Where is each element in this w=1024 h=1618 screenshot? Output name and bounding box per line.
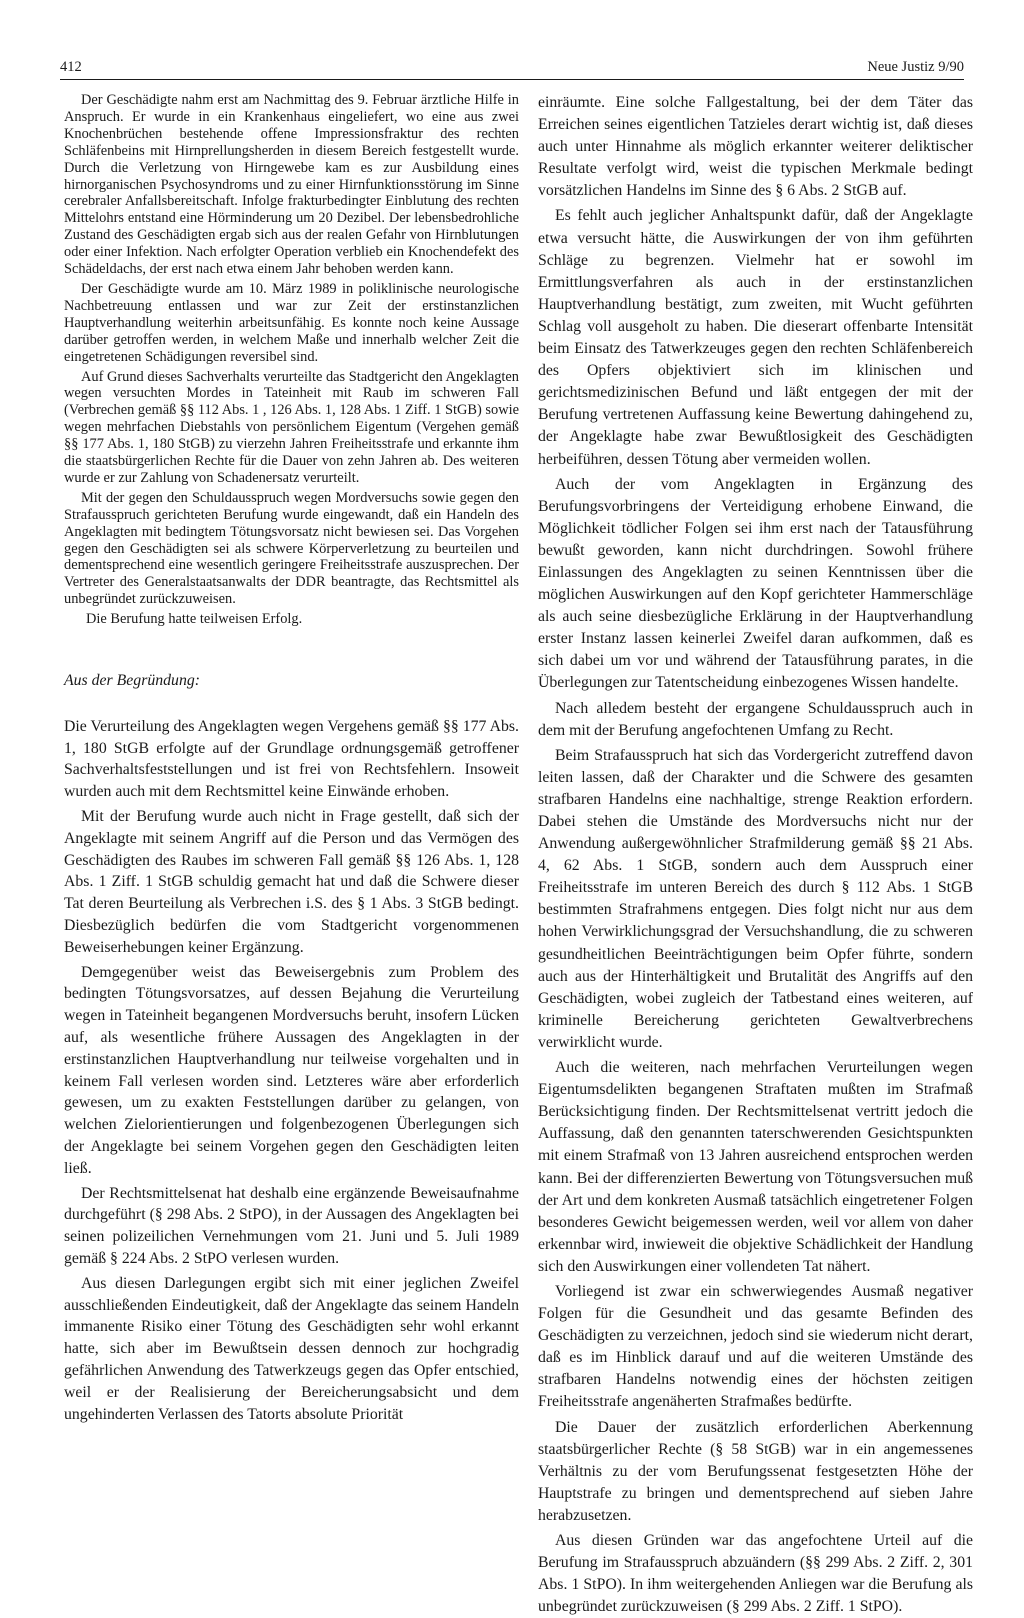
paragraph: Nach alledem besteht der ergangene Schuldausspruch auch in dem mit der Berufung angefochtenen Umfang zu Recht. bbox=[538, 699, 973, 739]
running-header bbox=[60, 57, 964, 80]
paragraph: Auch der vom Angeklagten in Ergänzung des Berufungsvorbringens der Verteidigung erhobene Einwand, die Möglichkeit tödlicher Folgen sei ihm erst nach der Tatausführung bewußt geworden, kann nicht durchdringen. Sowohl frühere Einlassungen des Angeklagten zu seinen Kenntnissen über die möglichen Auswirkungen auf den Kopf gerichteter Hammerschläge als auch seine diesbezügliche Erklärung in der Hauptverhandlung erster Instanz lassen keinerlei Zweifel daran aufkommen, daß es sich dabei um vor und während der Tatausführung parates, in die Überlegungen zur Tatentscheidung einbezogenes Wissen handelte. bbox=[538, 475, 973, 692]
paragraph: Der Geschädigte wurde am 10. März 1989 in poliklinische neurologische Nachbetreuung entlassen und war zur Zeit der erstinstanzlichen Hauptverhandlung weiterhin arbeitsunfähig. Es konnte noch keine Aussage darüber getroffen werden, in welchem Maße und innerhalb welcher Zeit die eingetretenen Schädigungen reversibel sind. bbox=[64, 280, 519, 365]
facts-section bbox=[64, 92, 519, 628]
paragraph: Mit der Berufung wurde auch nicht in Frage gestellt, daß sich der Angeklagte mit seinem Angriff auf die Person und das Vermögen des Geschädigten des Raubes im schweren Fall gemäß §§ 126 Abs. 1, 128 Abs. 1 Ziff. 1 StGB schuldig gemacht hat und daß die Schwere dieser Tat deren Beurteilung als Verbrechen i.S. des § 1 Abs. 3 StGB bedingt. Diesbezüglich bedürfen die vom Stadtgericht vorgenommenen Beweiserhebungen keiner Ergänzung. bbox=[64, 808, 519, 956]
reasons-section bbox=[64, 670, 519, 1425]
paragraph: Aus diesen Gründen war das angefochtene Urteil auf die Berufung im Strafausspruch abzuändern (§§ 299 Abs. 2 Ziff. 2, 301 Abs. 1 StPO). In ihm weitergehenden Anliegen war die Berufung als unbegründet zurückzuweisen (§ 299 Abs. 2 Ziff. 1 StPO). bbox=[538, 1532, 973, 1616]
paragraph: Beim Strafausspruch hat sich das Vordergericht zutreffend davon leiten lassen, daß der Charakter und die Schwere des gesamten strafbaren Handelns eine nachhaltige, strenge Reaktion erfordern. Dabei stehen die Umstände des Mordversuchs nicht nur der Anwendung außergewöhnlicher Strafmilderung gemäß §§ 21 Abs. 4, 62 Abs. 1 StGB, sondern auch dem Ausspruch einer Freiheitsstrafe im unteren Bereich des durch § 112 Abs. 1 StGB bestimmten Strafrahmens entgegen. Dies folgt nicht nur aus dem hohen Verwirklichungsgrad der Versuchshandlung, die zu schweren gesundheitlichen Beeinträchtigungen beim Opfer führte, sondern auch aus der Hinterhältigkeit und Brutalität des Angriffs auf den Geschädigten, wobei zugleich der Tatbestand eines weiteren, auf kriminelle Bereicherung gerichteten Gewaltverbrechens verwirklicht wurde. bbox=[538, 746, 973, 1051]
section-title: Aus der Begründung: bbox=[64, 672, 201, 690]
appeal-result: Die Berufung hatte teilweisen Erfolg. bbox=[86, 611, 303, 628]
paragraph: Mit der gegen den Schuldausspruch wegen Mordversuchs sowie gegen den Strafausspruch gerichteten Berufung wurde eingewandt, daß ein Handeln des Angeklagten mit bedingtem Tötungsvorsatz nicht bewiesen sei. Das Vorgehen gegen den Geschädigten sei als schwere Körperverletzung zu beurteilen und dementsprechend eine wesentlich geringere Freiheitsstrafe auszusprechen. Der Vertreter des Generalstaatsanwalts der DDR beantragte, das Rechtsmittel als unbegründet zurückzuweisen. bbox=[64, 489, 519, 608]
paragraph: Die Verurteilung des Angeklagten wegen Vergehens gemäß §§ 177 Abs. 1, 180 StGB erfolgte auf der Grundlage ordnungsgemäß getroffener Sachverhaltsfeststellungen und ist frei von Rechtsfehlern. Insoweit wurden auch mit dem Rechtsmittel keine Einwände erhoben. bbox=[64, 717, 519, 801]
paragraph: Vorliegend ist zwar ein schwerwiegendes Ausmaß negativer Folgen für die Gesundheit und das gesamte Befinden des Geschädigten zu verzeichnen, jedoch sind sie wiederum nicht derart, daß es im Hinblick darauf und auf die weiteren Umstände des strafbaren Handelns notwendig eines der höchsten zeitigen Freiheitsstrafe angenäherten Strafmaßes bedürfte. bbox=[538, 1282, 973, 1411]
right-column bbox=[538, 92, 973, 1618]
paragraph: Auf Grund dieses Sachverhalts verurteilte das Stadtgericht den Angeklagten wegen versuchten Mordes in Tateinheit mit Raub im schweren Fall (Verbrechen gemäß §§ 112 Abs. 1 , 126 Abs. 1, 128 Abs. 1 Ziff. 1 StGB) sowie wegen mehrfachen Diebstahls von persönlichem Eigentum (Vergehen gemäß §§ 177 Abs. 1, 180 StGB) zu vierzehn Jahren Freiheitsstrafe und erkannte ihm die staatsbürgerlichen Rechte für die Dauer von zehn Jahren ab. Des weiteren wurde er zur Zahlung von Schadenersatz verurteilt. bbox=[64, 368, 519, 486]
paragraph: Auch die weiteren, nach mehrfachen Verurteilungen wegen Eigentumsdelikten begangenen Straftaten mußten im Strafmaß Berücksichtigung finden. Der Rechtsmittelsenat vertritt jedoch die Auffassung, daß den genannten taterschwerenden Gesichtspunkten mit einem Strafmaß von 13 Jahren ausreichend entsprochen werden kann. Bei der differenzierten Bewertung von Tötungsversuchen muß der Art und dem konkreten Ausmaß tatsächlich eingetretener Folgen besonderes Gewicht beigemessen werden, weil vor allem von daher erkennbar wird, inwieweit die objektive Schädlichkeit der Handlung sich den Auswirkungen einer vollendeten Tat nähert. bbox=[538, 1059, 973, 1275]
paragraph: Aus diesen Darlegungen ergibt sich mit einer jeglichen Zweifel ausschließenden Eindeutigkeit, daß der Angeklagte das seinem Handeln immanente Risiko einer Tötung des Geschädigten sehr wohl erkannt hatte, sich aber im Bewußtsein dessen dennoch zur hochgradig gefährlichen Anwendung des Tatwerkzeugs gegen das Opfer entschied, weil er der Realisierung der Bereicherungsabsicht und dem ungehinderten Verlassen des Tatorts absolute Priorität bbox=[64, 1274, 519, 1423]
paragraph: Es fehlt auch jeglicher Anhaltspunkt dafür, daß der Angeklagte etwa versucht hätte, die Auswirkungen der von ihm geführten Schläge zu begrenzen. Vielmehr hat er sowohl im Ermittlungsverfahren als auch in der erstinstanzlichen Hauptverhandlung bestätigt, zum zweiten, mit Wucht geführten Schlag voll ausgeholt zu haben. Die dieserart offenbarte Intensität beim Einsatz des Tatwerkzeuges gegen den rechten Schläfenbereich des Opfers objektiviert sich im klinischen und gerichtsmedizinischen Befund und läßt entgegen der mit der Berufung vertretenen Auffassung keine Bewertung dahingehend zu, der Angeklagte habe zwar Bewußtlosigkeit des Geschädigten herbeiführen, dessen Tötung aber vermeiden wollen. bbox=[538, 207, 973, 468]
paragraph: Die Dauer der zusätzlich erforderlichen Aberkennung staatsbürgerlicher Rechte (§ 58 StGB) war in ein angemessenes Verhältnis zu der vom Berufungssenat festgesetzten Höhe der Hauptstrafe zu bringen und dementsprechend auf sieben Jahre herabzusetzen. bbox=[538, 1418, 973, 1524]
paragraph: einräumte. Eine solche Fallgestaltung, bei der dem Täter das Erreichen seines eigentlichen Tatzieles derart wichtig ist, daß dieses auch unter Hinnahme als möglich erkannter weiterer deliktischer Resultate verfolgt wird, weist die typischen Merkmale bedingt vorsätzlichen Handelns im Sinne des § 6 Abs. 2 StGB auf. bbox=[538, 94, 973, 200]
paragraph: Der Geschädigte nahm erst am Nachmittag des 9. Februar ärztliche Hilfe in Anspruch. Er wurde in ein Krankenhaus eingeliefert, wo eine aus zwei Knochenbrüchen bestehende offene Impressionsfraktur des rechten Schläfenbeins mit Hirnprellungsherden in diesem Bereich festgestellt wurde. Durch die Verletzung von Hirngewebe kam es zur Ausbildung eines hirnorganischen Psychosyndroms und zu einer Hirnfunktionsstörung im Sinne cerebraler Anfallsbereitschaft. Infolge frakturbedingter Einblutung des rechten Mittelohrs entstand eine Hörminderung um 20 Dezibel. Der lebensbedrohliche Zustand des Geschädigten ergab sich aus der realen Gefahr von Hirnblutungen oder einer Infektion. Nach erfolgter Operation verblieb ein Knochendefekt des Schädeldachs, der erst nach etwa einem Jahr behoben werden kann. bbox=[64, 92, 519, 278]
paragraph: Der Rechtsmittelsenat hat deshalb eine ergänzende Beweisaufnahme durchgeführt (§ 298 Abs. 2 StPO), in der Aussagen des Angeklagten bei seinen polizeilichen Vernehmungen vom 21. Juni und 5. Juli 1989 gemäß § 224 Abs. 2 StPO verlesen wurden. bbox=[64, 1184, 519, 1268]
left-column bbox=[64, 92, 519, 1425]
journal-issue: Neue Justiz 9/90 bbox=[867, 59, 964, 75]
paragraph: Demgegenüber weist das Beweisergebnis zum Problem des bedingten Tötungsvorsatzes, auf dessen Bejahung die Verurteilung wegen in Tateinheit begangenen Mordversuchs beruht, insofern Lücken auf, als wesentliche frühere Aussagen des Angeklagten in der erstinstanzlichen Hauptverhandlung nur teilweise vorgehalten und in keinem Fall verlesen worden sind. Letzteres wäre aber erforderlich gewesen, um zu exakten Feststellungen darüber zu gelangen, von welchen Zielorientierungen und folgenbezogenen Überlegungen sich der Angeklagte bei seinem Vorgehen gegen den Geschädigten leiten ließ. bbox=[64, 963, 519, 1177]
page-number: 412 bbox=[60, 59, 82, 75]
